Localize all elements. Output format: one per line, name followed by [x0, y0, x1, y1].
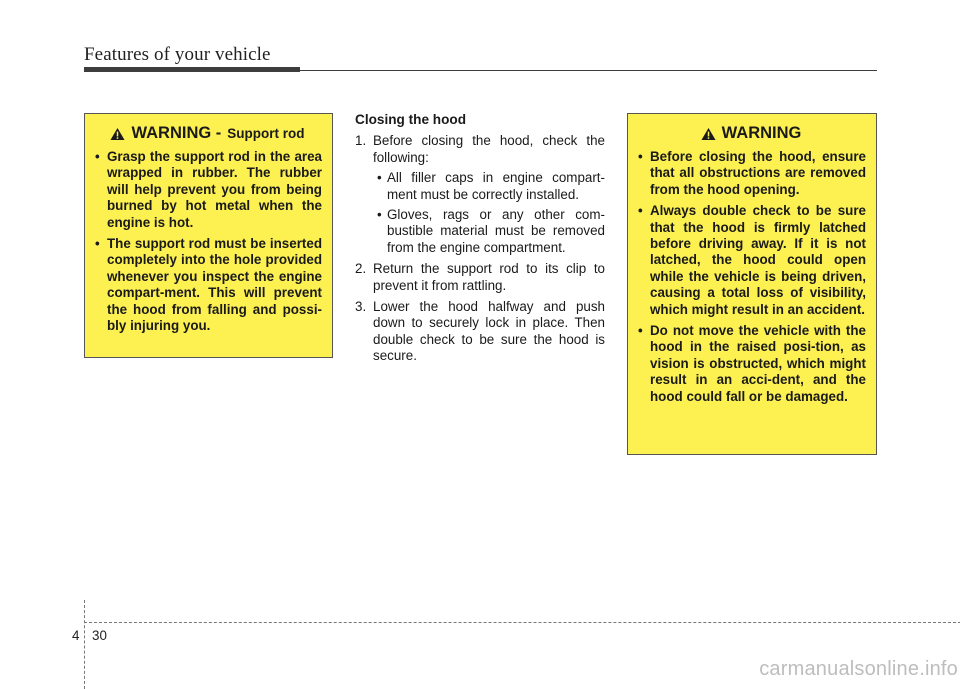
warning-box-support-rod — [84, 113, 333, 358]
step-text: Lower the hood halfway and push down to securely lock in place. Then double check to be sure the hood is secure. — [373, 299, 605, 364]
chapter-number: 4 — [72, 628, 80, 643]
step-number: 2. — [355, 261, 367, 277]
warning-bullet: • Grasp the support rod in the area wrapped in rubber. The rubber will help prevent you from being burned by hot metal when the engine is hot. — [93, 149, 322, 231]
footer-divider — [84, 600, 85, 689]
step-number: 1. — [355, 133, 367, 149]
warning-list — [93, 149, 322, 334]
page-number: 30 — [92, 628, 107, 643]
warning-heading — [636, 124, 866, 143]
warning-bullet: • The support rod must be inserted completely into the hole provided whenever you inspect the engine compart-ment. This will prevent the hood from falling and possi-bly injuring you. — [93, 236, 322, 334]
warning-box-closing — [627, 113, 877, 455]
section-title: Closing the hood — [355, 112, 467, 127]
warning-bullet: • Before closing the hood, ensure that all obstructions are removed from the hood opening. — [636, 149, 866, 198]
warning-triangle-icon — [701, 127, 716, 141]
main-content — [355, 112, 605, 370]
step-item — [355, 261, 605, 294]
warning-heading — [93, 124, 322, 143]
step-text: Return the support rod to its clip to prevent it from rattling. — [373, 261, 605, 293]
warning-subheading-text: Support rod — [227, 126, 305, 141]
watermark: carmanualsonline.info — [759, 658, 958, 680]
steps-list — [355, 133, 605, 364]
sub-bullet: • All filler caps in engine compart-ment must be correctly installed. — [373, 170, 605, 203]
footer-rule — [84, 622, 960, 623]
step-item — [355, 133, 605, 256]
step-sublist — [373, 170, 605, 256]
header-title: Features of your vehicle — [84, 44, 271, 65]
warning-triangle-icon — [110, 127, 125, 141]
header-rule-thick — [84, 67, 300, 72]
header-rule-thin — [300, 70, 877, 71]
step-item — [355, 299, 605, 365]
warning-heading-text: WARNING — [721, 124, 802, 142]
warning-bullet: • Do not move the vehicle with the hood in the raised posi-tion, as vision is obstructed, which might result in an acci-dent, and the hood could fall or be damaged. — [636, 323, 866, 405]
warning-bullet: • Always double check to be sure that the hood is firmly latched before driving away. If it is not latched, the hood could open while the vehicle is being driven, causing a total loss of visibility, which might result in an accident. — [636, 203, 866, 318]
step-text: Before closing the hood, check the following: — [373, 133, 605, 165]
step-number: 3. — [355, 299, 367, 315]
warning-heading-text: WARNING - — [131, 124, 222, 142]
warning-list — [636, 149, 866, 405]
sub-bullet: • Gloves, rags or any other com-bustible material must be removed from the engine compartment. — [373, 207, 605, 256]
